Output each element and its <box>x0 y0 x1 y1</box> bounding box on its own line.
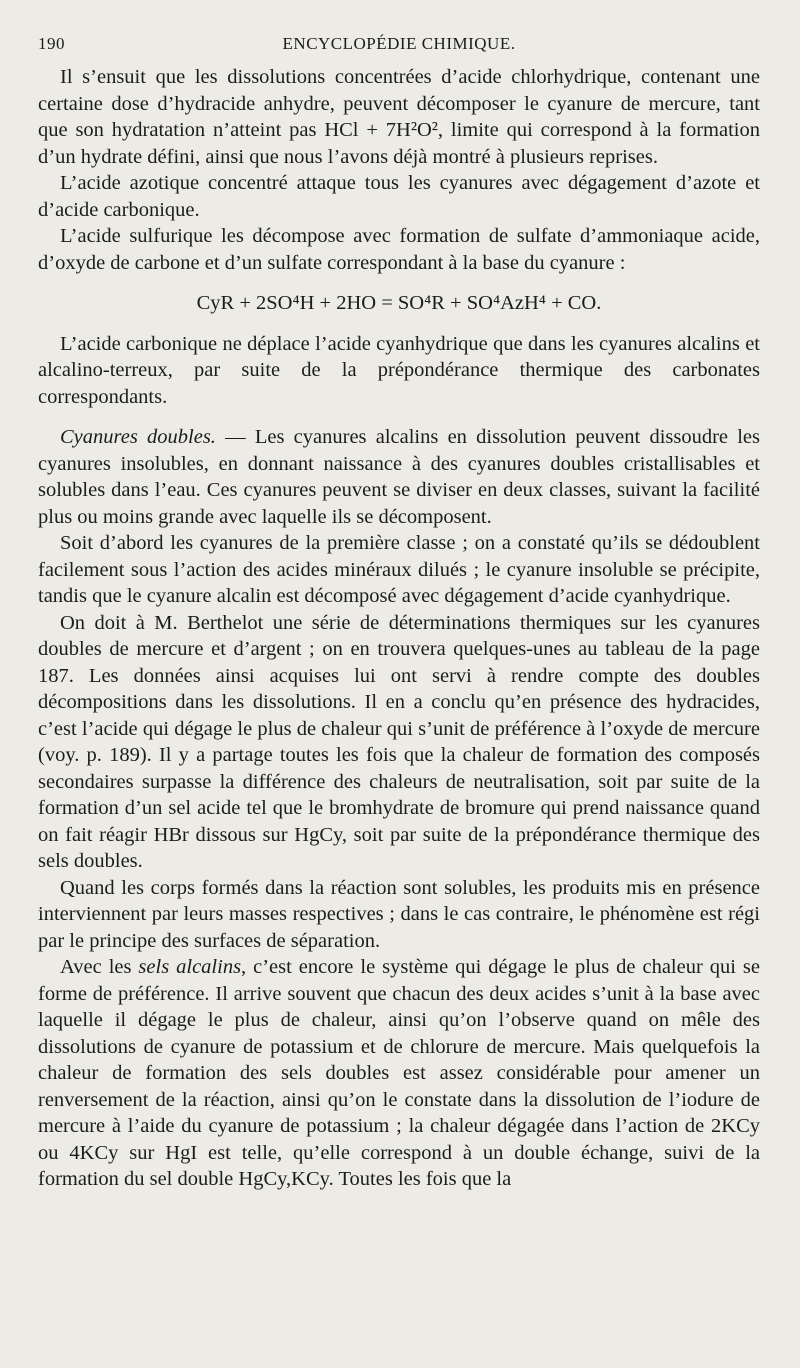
paragraph: Soit d’abord les cyanures de la première classe ; on a constaté qu’ils se dédoublent facilement sous l’action des acides minéraux dilués ; le cyanure insoluble se précipite, tandis que le cyanure alcalin est décomposé avec dégagement d’acide cyanhydrique. <box>38 532 760 607</box>
paragraph-text: , c’est encore le système qui dégage le plus de chaleur qui se forme de préférence. Il arrive souvent que chacun des deux acides s’unit à la base avec laquelle il dégage le plus de chaleur, ainsi qu’on l’observe quand on mêle des dissolutions de cyanure de potassium et de chlorure de mercure. Mais quelquefois la chaleur de formation des sels doubles est assez considérable pour amener un renversement de la réaction, ainsi qu’on le constate dans la dissolution de l’iodure de mercure à l’aide du cyanure de potassium ; la chaleur dégagée dans l’action de 2KCy ou 4KCy sur HgI est telle, qu’elle correspond à un double échange, suivi de la formation du sel double HgCy,KCy. Toutes les fois que la <box>38 956 760 1190</box>
paragraph-text: — Les cyanures alcalins en dissolution peuvent dissoudre les cyanures insolubles, en donnant naissance à des cyanures doubles cristallisables et solubles dans l’eau. Ces cyanures peuvent se diviser en deux classes, suivant la facilité plus ou moins grande avec laquelle ils se décomposent. <box>38 426 761 528</box>
chemical-equation: CyR + 2SO⁴H + 2HO = SO⁴R + SO⁴AzH⁴ + CO. <box>196 292 602 314</box>
italic-term: sels alcalins <box>138 956 242 978</box>
section-title: Cyanures doubles. <box>60 426 216 448</box>
page-number: 190 <box>38 34 65 53</box>
paragraph: On doit à M. Berthelot une série de déterminations thermiques sur les cyanures doubles de mercure et d’argent ; on en trouvera quelques-unes au tableau de la page 187. Les données ainsi acquises lui ont servi à rendre compte des doubles décompositions dans les dissolutions. Il en a conclu qu’en présence des hydracides, c’est l’acide qui dégage le plus de chaleur qui s’unit de préférence à l’oxyde de mercure (voy. p. 189). Il y a partage toutes les fois que la chaleur de formation des composés secondaires surpasse la différence des chaleurs de neutralisation, soit par suite de la formation d’un sel acide tel que le bromhydrate de bromure qui prend naissance quand on fait réagir HBr dissous sur HgCy, soit par suite de la prépondérance thermique des sels doubles. <box>38 611 760 872</box>
paragraph: Quand les corps formés dans la réaction sont solubles, les produits mis en présence interviennent par leurs masses respectives ; dans le cas contraire, le phénomène est régi par le principe des surfaces de séparation. <box>38 876 760 952</box>
paragraph: L’acide sulfurique les décompose avec formation de sulfate d’ammoniaque acide, d’oxyde de carbone et d’un sulfate correspondant à la base du cyanure : <box>38 225 760 274</box>
paragraph <box>38 954 760 1193</box>
paragraph-text: Avec les <box>60 956 139 978</box>
paragraph: L’acide azotique concentré attaque tous les cyanures avec dégagement d’azote et d’acide carbonique. <box>38 172 760 221</box>
page-header <box>38 34 760 64</box>
paragraph <box>38 424 760 530</box>
page-body <box>38 64 760 1193</box>
paragraph: Il s’ensuit que les dissolutions concentrées d’acide chlorhydrique, contenant une certaine dose d’hydracide anhydre, peuvent décomposer le cyanure de mercure, tant que son hydratation n’atteint pas HCl + 7H²O², limite qui correspond à la formation d’un hydrate défini, ainsi que nous l’avons déjà montré à plusieurs reprises. <box>38 66 760 168</box>
paragraph: L’acide carbonique ne déplace l’acide cyanhydrique que dans les cyanures alcalins et alcalino-terreux, par suite de la prépondérance thermique des carbonates correspondants. <box>38 332 760 408</box>
running-head: ENCYCLOPÉDIE CHIMIQUE. <box>282 34 516 53</box>
